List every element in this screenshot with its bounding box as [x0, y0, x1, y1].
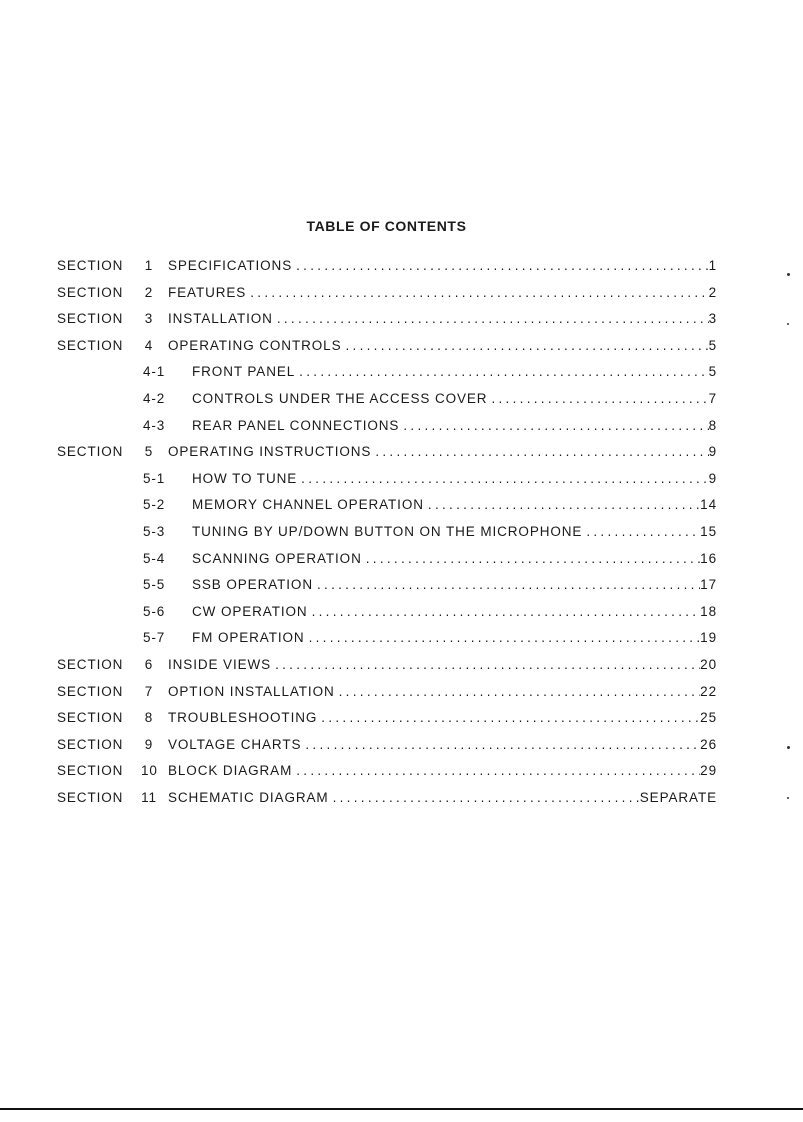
dot-leader: [424, 497, 700, 512]
toc-leader: [168, 763, 717, 778]
section-number: 3: [144, 311, 154, 327]
dot-leader: [329, 790, 640, 805]
dot-leader: [487, 391, 708, 406]
section-label: SECTION: [57, 337, 124, 353]
page-number: 5: [708, 337, 717, 353]
section-number: 11: [141, 789, 157, 805]
toc-entry: [57, 763, 717, 790]
entry-title: SSB OPERATION: [192, 577, 313, 593]
section-label: SECTION: [57, 284, 124, 300]
scan-speck: [787, 746, 790, 749]
page-number: 1: [708, 258, 717, 273]
section-number: 1: [144, 258, 154, 273]
dot-leader: [295, 364, 708, 379]
toc-leader: [168, 444, 717, 459]
dot-leader: [335, 684, 701, 699]
toc-subentry: [57, 497, 717, 524]
page-number: 29: [700, 763, 717, 779]
toc-subentry: [57, 364, 717, 391]
dot-leader: [273, 311, 709, 326]
page-number: 16: [700, 550, 717, 566]
toc-entry: [57, 285, 717, 312]
page-number: 18: [700, 603, 717, 619]
scan-speck: [787, 323, 789, 325]
section-label: SECTION: [57, 763, 124, 779]
entry-title: MEMORY CHANNEL OPERATION: [192, 497, 424, 513]
toc-entry: [57, 790, 717, 817]
entry-title: CW OPERATION: [192, 603, 308, 619]
toc-entry: [57, 657, 717, 684]
entry-title: FEATURES: [168, 284, 247, 300]
entry-title: SPECIFICATIONS: [168, 258, 293, 273]
toc-leader: [192, 577, 717, 592]
toc-list: [57, 258, 717, 816]
toc-entry: [57, 710, 717, 737]
page-number: 17: [700, 577, 717, 593]
toc-entry: [57, 737, 717, 764]
dot-leader: [371, 444, 708, 459]
entry-title: OPERATING CONTROLS: [168, 337, 342, 353]
section-number: 2: [144, 284, 154, 300]
page-number: 7: [708, 390, 717, 406]
entry-title: FRONT PANEL: [192, 364, 296, 380]
entry-title: CONTROLS UNDER THE ACCESS COVER: [192, 390, 488, 406]
toc-entry: [57, 444, 717, 471]
dot-leader: [292, 763, 700, 778]
subsection-number: 5-6: [143, 603, 166, 619]
dot-leader: [301, 737, 700, 752]
dot-leader: [297, 471, 708, 486]
toc-leader: [192, 551, 717, 566]
page-number: 19: [700, 630, 717, 646]
page-number: 9: [708, 444, 717, 460]
toc-leader: [168, 737, 717, 752]
subsection-number: 5-1: [143, 470, 166, 486]
page-number: 26: [700, 736, 717, 752]
toc-subentry: [57, 630, 717, 657]
section-number: 9: [144, 736, 154, 752]
scan-speck: [787, 797, 789, 799]
toc-leader: [192, 604, 717, 619]
dot-leader: [582, 524, 700, 539]
dot-leader: [271, 657, 700, 672]
section-label: SECTION: [57, 736, 124, 752]
page-number: 8: [708, 417, 717, 433]
page-number: 5: [708, 364, 717, 380]
subsection-number: 4-2: [143, 390, 166, 406]
toc-subentry: [57, 551, 717, 578]
page-number: SEPARATE: [639, 789, 717, 805]
toc-leader: [168, 258, 717, 273]
section-number: 4: [144, 337, 154, 353]
toc-entry: [57, 311, 717, 338]
section-label: SECTION: [57, 258, 124, 273]
toc-leader: [168, 338, 717, 353]
entry-title: HOW TO TUNE: [192, 470, 298, 486]
dot-leader: [292, 258, 708, 273]
subsection-number: 4-1: [143, 364, 166, 380]
entry-title: TUNING BY UP/DOWN BUTTON ON THE MICROPHONE: [192, 523, 583, 539]
toc-leader: [192, 391, 717, 406]
toc-leader: [192, 524, 717, 539]
section-label: SECTION: [57, 444, 124, 460]
toc-subentry: [57, 418, 717, 445]
dot-leader: [313, 577, 700, 592]
page-number: 20: [700, 656, 717, 672]
dot-leader: [246, 285, 708, 300]
page-number: 25: [700, 710, 717, 726]
page-number: 14: [700, 497, 717, 513]
toc-leader: [168, 684, 717, 699]
subsection-number: 5-5: [143, 577, 166, 593]
section-label: SECTION: [57, 789, 124, 805]
toc-subentry: [57, 524, 717, 551]
toc-leader: [168, 657, 717, 672]
entry-title: TROUBLESHOOTING: [168, 710, 318, 726]
dot-leader: [308, 604, 701, 619]
toc-leader: [192, 497, 717, 512]
section-number: 10: [141, 763, 158, 779]
subsection-number: 5-4: [143, 550, 166, 566]
page-title: TABLE OF CONTENTS: [306, 218, 467, 234]
section-number: 7: [144, 683, 154, 699]
toc-subentry: [57, 471, 717, 498]
section-number: 6: [144, 656, 154, 672]
page-number: 9: [708, 470, 717, 486]
section-label: SECTION: [57, 683, 124, 699]
toc-leader: [168, 790, 717, 805]
subsection-number: 5-3: [143, 523, 166, 539]
page-number: 22: [700, 683, 717, 699]
entry-title: SCANNING OPERATION: [192, 550, 362, 566]
toc-leader: [192, 418, 717, 433]
toc-subentry: [57, 391, 717, 418]
subsection-number: 5-2: [143, 497, 166, 513]
page-edge-rule: [0, 1108, 803, 1110]
section-label: SECTION: [57, 311, 124, 327]
dot-leader: [362, 551, 700, 566]
toc-leader: [192, 630, 717, 645]
section-number: 8: [144, 710, 154, 726]
toc-leader: [168, 311, 717, 326]
dot-leader: [399, 418, 708, 433]
section-number: 5: [144, 444, 154, 460]
dot-leader: [317, 710, 700, 725]
toc-subentry: [57, 604, 717, 631]
scan-speck: [787, 273, 790, 276]
entry-title: INSTALLATION: [168, 311, 273, 327]
subsection-number: 5-7: [143, 630, 166, 646]
entry-title: OPTION INSTALLATION: [168, 683, 335, 699]
section-label: SECTION: [57, 710, 124, 726]
page-number: 2: [708, 284, 717, 300]
toc-subentry: [57, 577, 717, 604]
toc-leader: [192, 471, 717, 486]
dot-leader: [341, 338, 708, 353]
toc-entry: [57, 338, 717, 365]
page-number: 15: [700, 523, 717, 539]
toc-leader: [168, 285, 717, 300]
dot-leader: [305, 630, 701, 645]
toc-leader: [168, 710, 717, 725]
section-label: SECTION: [57, 656, 124, 672]
toc-entry: [57, 258, 717, 285]
entry-title: REAR PANEL CONNECTIONS: [192, 417, 400, 433]
toc-entry: [57, 684, 717, 711]
entry-title: VOLTAGE CHARTS: [168, 736, 302, 752]
entry-title: BLOCK DIAGRAM: [168, 763, 293, 779]
page-number: 3: [708, 311, 717, 327]
entry-title: FM OPERATION: [192, 630, 305, 646]
toc-leader: [192, 364, 717, 379]
entry-title: SCHEMATIC DIAGRAM: [168, 789, 329, 805]
entry-title: OPERATING INSTRUCTIONS: [168, 444, 372, 460]
subsection-number: 4-3: [143, 417, 166, 433]
entry-title: INSIDE VIEWS: [168, 656, 272, 672]
